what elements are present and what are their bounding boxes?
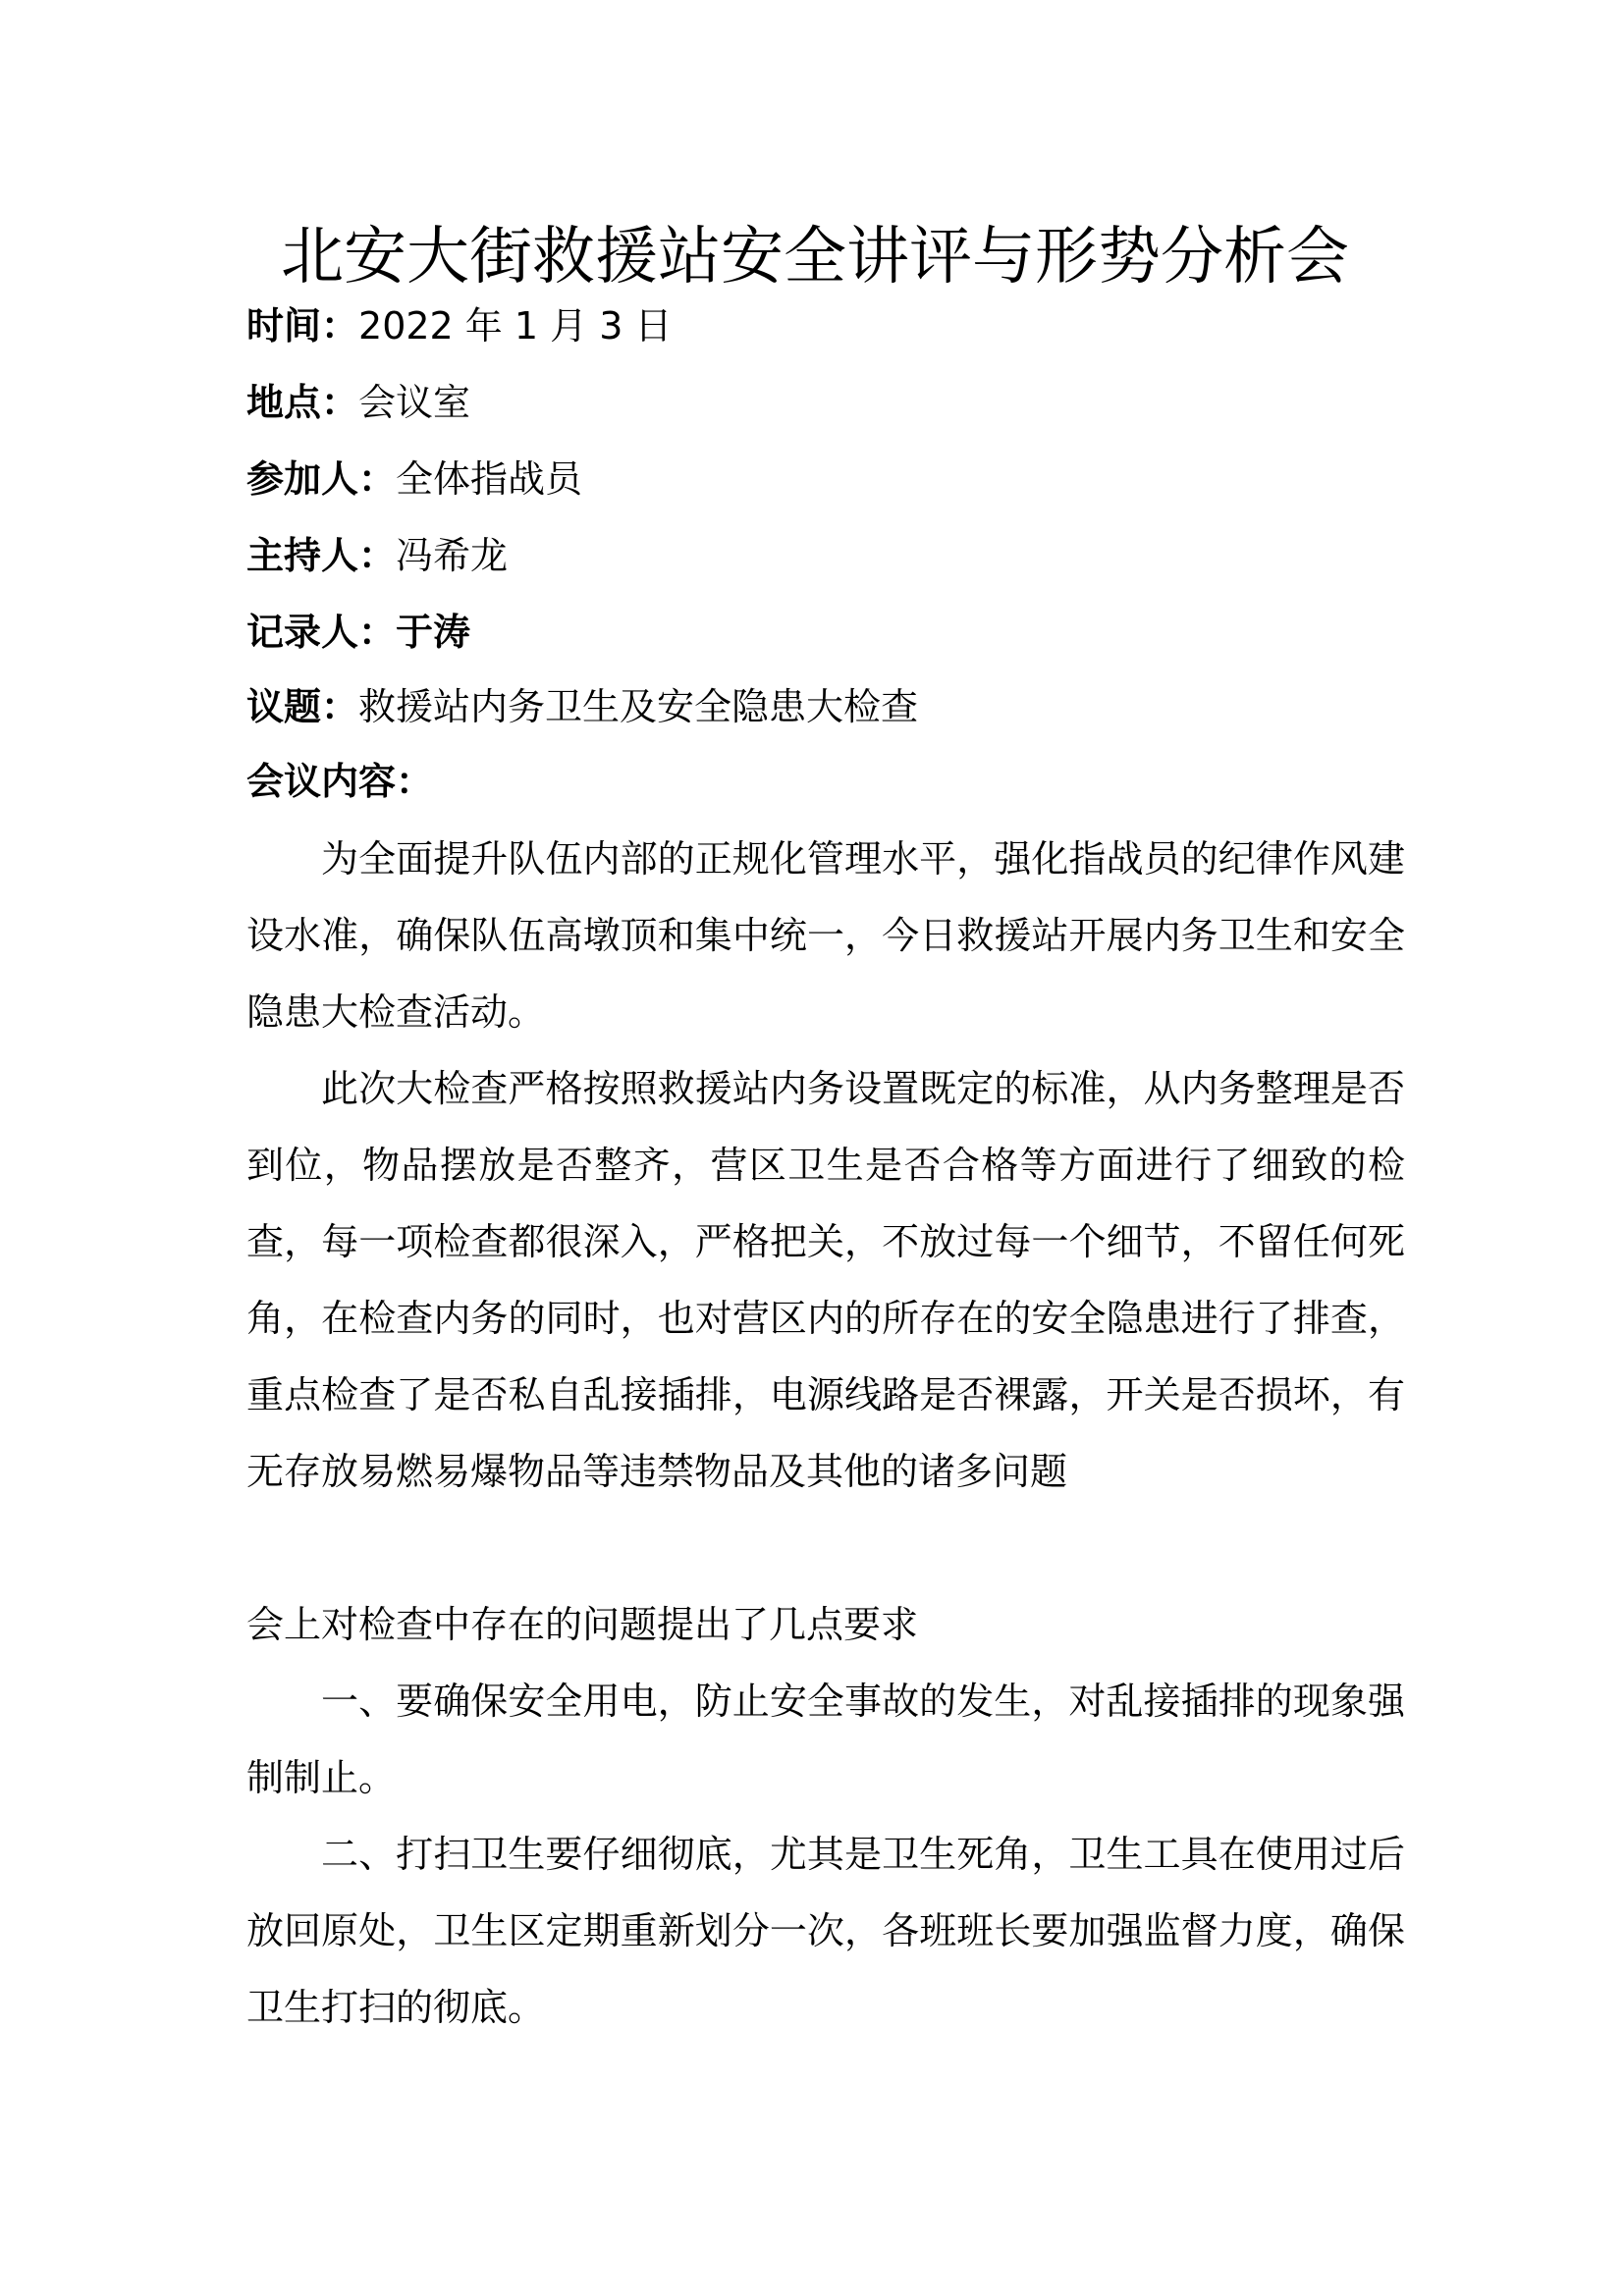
field-recorder-label: 记录人：	[246, 611, 397, 654]
field-host	[246, 532, 508, 579]
document-title: 北安大街救援站安全讲评与形势分析会	[281, 221, 1349, 294]
field-host-value: 冯希龙	[396, 534, 509, 577]
field-location	[246, 379, 470, 426]
field-time	[246, 302, 672, 349]
field-attendees-value: 全体指战员	[396, 457, 583, 501]
content-heading: 会议内容：	[246, 760, 434, 803]
field-recorder-value: 于涛	[396, 611, 471, 654]
field-topic-label: 议题：	[246, 685, 359, 728]
paragraph-requirement-1: 一、要确保安全用电，防止安全事故的发生，对乱接插排的现象强制制止。	[246, 1680, 1405, 1799]
field-attendees	[246, 455, 582, 503]
field-recorder	[246, 609, 470, 656]
field-location-label: 地点：	[246, 381, 359, 424]
field-time-label: 时间：	[246, 304, 359, 347]
paragraph-inspection: 此次大检查严格按照救援站内务设置既定的标准，从内务整理是否到位，物品摆放是否整齐，营区卫生是否合格等方面进行了细致的检查，每一项检查都很深入，严格把关，不放过每一个细节，不留任何死角，在检查内务的同时，也对营区内的所存在的安全隐患进行了排查，重点检查了是否私自乱接插排，电源线路是否裸露，开关是否损坏，有无存放易燃易爆物品等违禁物品及其他的诸多问题	[246, 1067, 1405, 1493]
paragraph-intro: 为全面提升队伍内部的正规化管理水平，强化指战员的纪律作风建设水准，确保队伍高墩顶和集中统一，今日救援站开展内务卫生和安全隐患大检查活动。	[246, 837, 1405, 1034]
field-host-label: 主持人：	[246, 534, 397, 577]
field-topic	[246, 683, 918, 730]
paragraph-requirement-2: 二、打扫卫生要仔细彻底，尤其是卫生死角，卫生工具在使用过后放回原处，卫生区定期重新划分一次，各班班长要加强监督力度，确保卫生打扫的彻底。	[246, 1833, 1405, 2029]
field-attendees-label: 参加人：	[246, 457, 397, 501]
paragraph-requirements-intro: 会上对检查中存在的问题提出了几点要求	[246, 1603, 919, 1646]
field-location-value: 会议室	[358, 381, 471, 424]
field-time-value: 2022 年 1 月 3 日	[358, 304, 673, 347]
field-topic-value: 救援站内务卫生及安全隐患大检查	[358, 685, 919, 728]
